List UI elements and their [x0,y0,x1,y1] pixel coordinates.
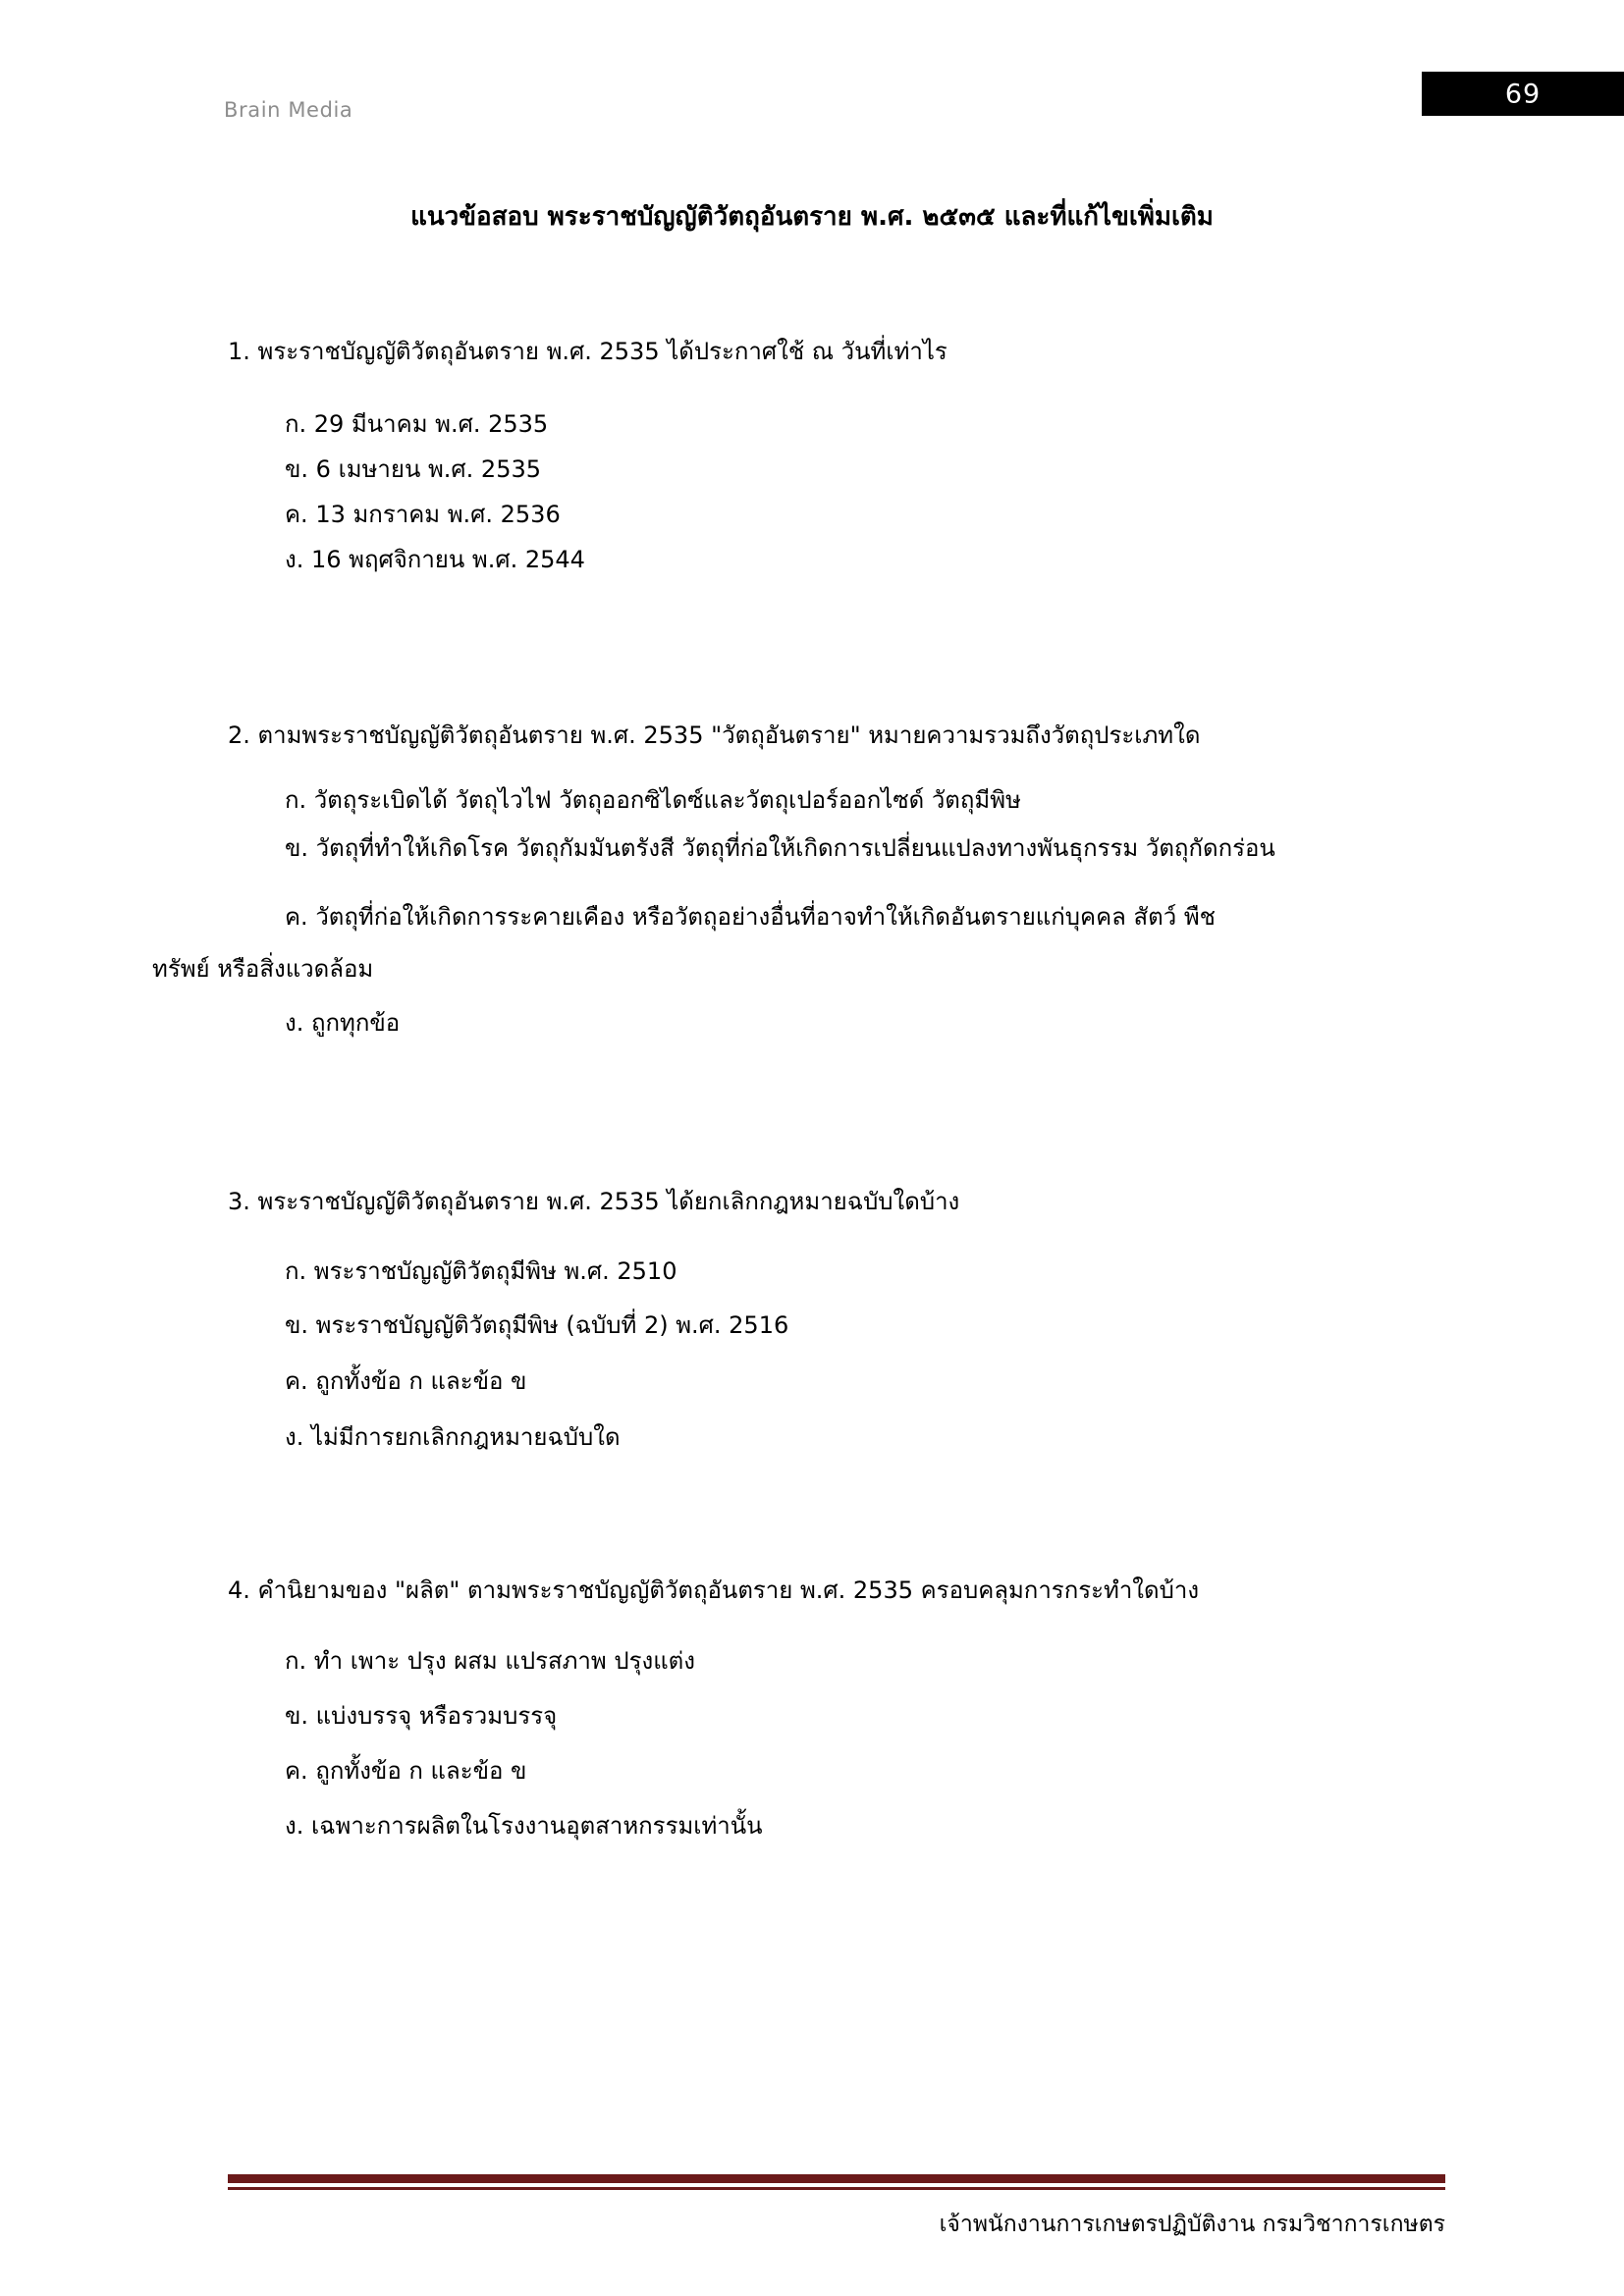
question-option: ค. ถูกทั้งข้อ ก และข้อ ข [285,1757,527,1785]
brand-watermark: Brain Media [224,98,353,122]
question-option-continuation: ทรัพย์ หรือสิ่งแวดล้อม [152,955,374,983]
question-text: 4. คำนิยามของ "ผลิต" ตามพระราชบัญญัติวัตถุอันตราย พ.ศ. 2535 ครอบคลุมการกระทำใดบ้าง [228,1576,1200,1604]
page-title: แนวข้อสอบ พระราชบัญญัติวัตถุอันตราย พ.ศ. ๒๕๓๕ และที่แก้ไขเพิ่มเติม [410,202,1214,232]
footer-divider-thick [228,2174,1445,2183]
question-option: ก. พระราชบัญญัติวัตถุมีพิษ พ.ศ. 2510 [285,1257,677,1285]
question-option: ง. ไม่มีการยกเลิกกฎหมายฉบับใด [285,1423,621,1451]
page-number-badge [1422,72,1624,116]
question-text: 1. พระราชบัญญัติวัตถุอันตราย พ.ศ. 2535 ได้ประกาศใช้ ณ วันที่เท่าไร [228,338,947,365]
footer-divider-thin [228,2187,1445,2190]
question-option: ข. 6 เมษายน พ.ศ. 2535 [285,455,541,483]
question-option: ง. 16 พฤศจิกายน พ.ศ. 2544 [285,546,585,573]
question-option: ค. ถูกทั้งข้อ ก และข้อ ข [285,1367,527,1395]
question-text: 2. ตามพระราชบัญญัติวัตถุอันตราย พ.ศ. 2535 "วัตถุอันตราย" หมายความรวมถึงวัตถุประเภทใด [228,721,1201,749]
question-option: ก. วัตถุระเบิดได้ วัตถุไวไฟ วัตถุออกซิไดซ์และวัตถุเปอร์ออกไซด์ วัตถุมีพิษ [285,786,1021,814]
question-option: ค. วัตถุที่ก่อให้เกิดการระคายเคือง หรือวัตถุอย่างอื่นที่อาจทำให้เกิดอันตรายแก่บุคคล สัตว์ พืช [285,903,1216,931]
question-option: ก. ทำ เพาะ ปรุง ผสม แปรสภาพ ปรุงแต่ง [285,1647,695,1675]
question-option: ง. เฉพาะการผลิตในโรงงานอุตสาหกรรมเท่านั้น [285,1812,763,1840]
question-option: ข. แบ่งบรรจุ หรือรวมบรรจุ [285,1702,558,1730]
question-option: ข. วัตถุที่ทำให้เกิดโรค วัตถุกัมมันตรังสี วัตถุที่ก่อให้เกิดการเปลี่ยนแปลงทางพันธุกรรม วัตถุกัดกร่อน [285,834,1275,862]
question-option: ค. 13 มกราคม พ.ศ. 2536 [285,501,561,528]
footer-text: เจ้าพนักงานการเกษตรปฏิบัติงาน กรมวิชาการเกษตร [939,2212,1445,2237]
question-text: 3. พระราชบัญญัติวัตถุอันตราย พ.ศ. 2535 ได้ยกเลิกกฎหมายฉบับใดบ้าง [228,1188,960,1215]
question-option: ง. ถูกทุกข้อ [285,1009,401,1037]
page-number-label: 69 [1504,79,1542,109]
question-option: ข. พระราชบัญญัติวัตถุมีพิษ (ฉบับที่ 2) พ.ศ. 2516 [285,1311,789,1339]
question-option: ก. 29 มีนาคม พ.ศ. 2535 [285,410,549,438]
